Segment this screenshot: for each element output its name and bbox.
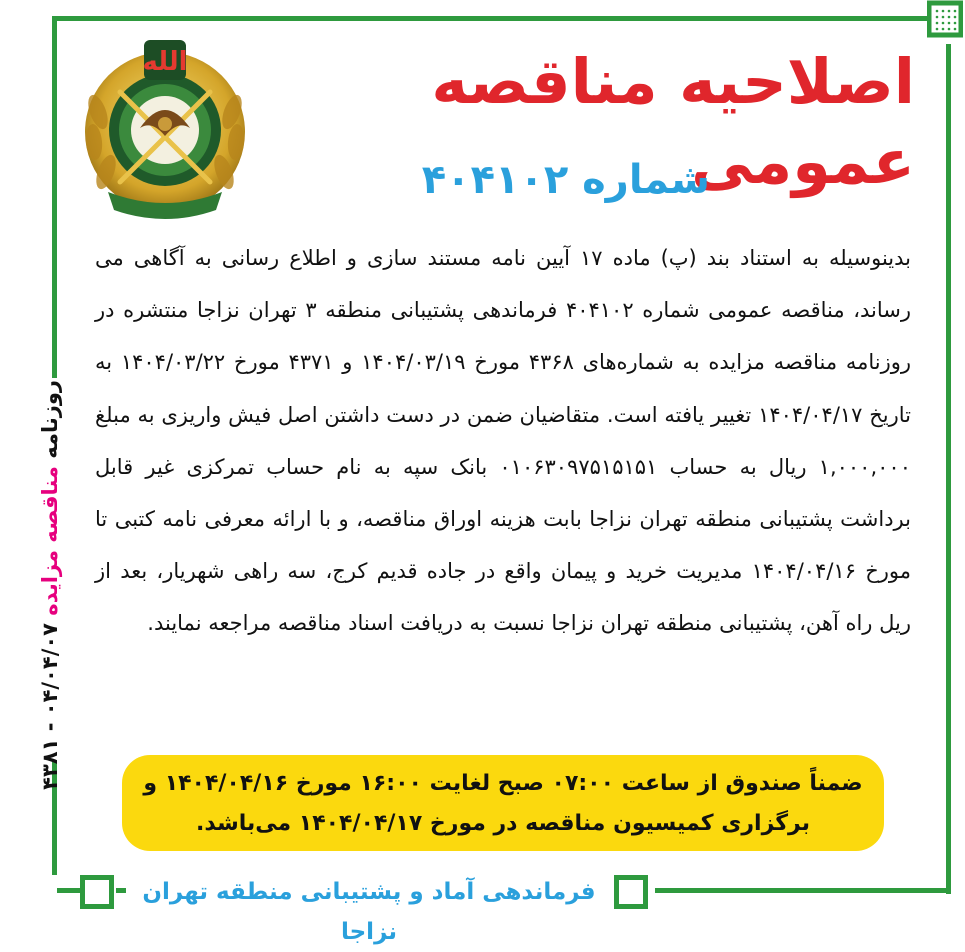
bottom-right-square-icon [614, 875, 648, 909]
frame-left-border-top [52, 16, 57, 378]
issuer-footer: فرماندهی آماد و پشتیبانی منطقه تهران نزاجا [142, 879, 596, 945]
bottom-left-square-icon [80, 875, 114, 909]
army-emblem-icon [80, 32, 250, 222]
notice-paragraph: بدینوسیله به استناد بند (پ) ماده ۱۷ آیین نامه مستند سازی و اطلاع رسانی به آگاهی می رساند، مناقصه عمومی شماره ۴۰۴۱۰۲ فرماندهی پشتیبانی منطقه ۳ تهران نزاجا منتشره در روزنامه مناقصه مزایده به شماره‌های ۴۳۶۸ مورخ ۱۴۰۴/۰۳/۱۹ و ۴۳۷۱ مورخ ۱۴۰۴/۰۳/۲۲ به تاریخ ۱۴۰۴/۰۴/۱۷ تغییر یافته است. متقاضیان ضمن در دست داشتن اصل فیش واریزی به مبلغ ۱,۰۰۰,۰۰۰ ریال به حساب ۰۱۰۶۳۰۹۷۵۱۵۱۵۱ بانک سپه به نام حساب تمرکزی غیر قابل برداشت پشتیبانی منطقه تهران نزاجا بابت هزینه اوراق مناقصه، و با ارائه معرفی نامه کتبی تا مورخ ۱۴۰۴/۰۴/۱۶ مدیریت خرید و پیمان واقع در جاده قدیم کرج، سه راهی شهریار، بعد از ریل راه آهن، پشتیبانی منطقه تهران نزاجا نسبت به دریافت اسناد مناقصه مراجعه نمایند. [95, 246, 912, 636]
frame-bottom-border-left [57, 888, 81, 893]
side-paper-name: روزنامه [38, 380, 62, 459]
side-issue-date: ۰۴/۰۴/۰۷ - ۴۳۸۱ [38, 623, 62, 790]
side-publication-label [30, 380, 70, 790]
frame-right-border [946, 44, 951, 894]
svg-text:الله: الله [142, 47, 188, 77]
frame-bottom-border-mid [116, 888, 126, 893]
tender-number: شماره ۴۰۴۱۰۲ [421, 157, 710, 203]
page-title: اصلاحیه مناقصه عمومی [431, 45, 915, 198]
side-brand-name: مناقصه مزایده [38, 466, 62, 616]
highlight-line-1: ضمناً صندوق از ساعت ۰۷:۰۰ صبح لغایت ۱۶:۰۰ مورخ ۱۴۰۴/۰۴/۱۶ و [143, 771, 863, 796]
frame-bottom-border-right [655, 888, 951, 893]
frame-top-border [52, 16, 928, 21]
highlight-text [130, 764, 876, 844]
notice-body [95, 232, 911, 650]
highlight-line-2: برگزاری کمیسیون مناقصه در مورخ ۱۴۰۴/۰۴/۱۷ می‌باشد. [196, 811, 810, 836]
corner-dots-icon [927, 0, 963, 42]
